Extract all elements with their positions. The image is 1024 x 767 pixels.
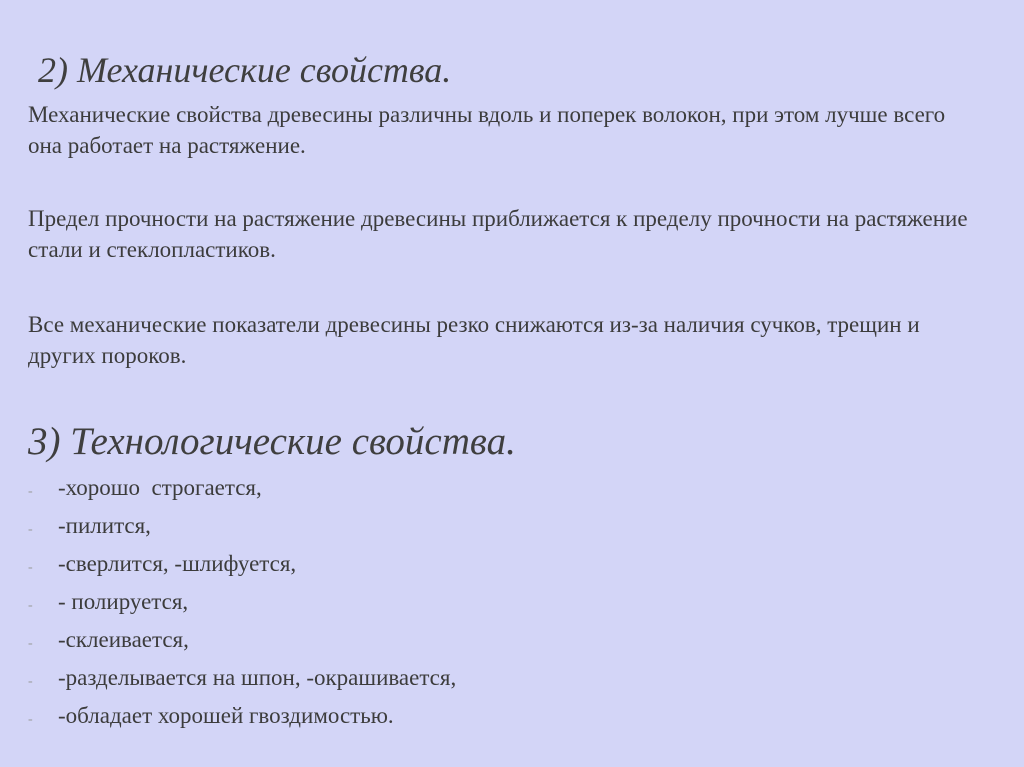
mechanical-paragraph-2: Предел прочности на растяжение древесины приближается к пределу прочности на растяжение стали и стеклопластиков. — [28, 206, 968, 262]
bullet-dash-icon: - — [28, 484, 33, 499]
list-item-text: - полируется, — [58, 589, 189, 614]
bullet-dash-icon: - — [28, 598, 33, 613]
list-item — [28, 700, 456, 738]
list-item — [28, 586, 456, 624]
bullet-dash-icon: - — [28, 712, 33, 727]
list-item — [28, 548, 456, 586]
technological-properties-list — [28, 472, 456, 738]
bullet-dash-icon: - — [28, 560, 33, 575]
mechanical-properties-heading: 2) Механические свойства. — [38, 50, 452, 90]
list-item — [28, 510, 456, 548]
bullet-dash-icon: - — [28, 636, 33, 651]
list-item-text: -хорошо строгается, — [58, 475, 262, 500]
list-item-text: -разделывается на шпон, -окрашивается, — [58, 665, 457, 690]
list-item — [28, 662, 456, 700]
list-item-text: -сверлится, -шлифуется, — [58, 551, 297, 576]
list-item — [28, 624, 456, 662]
mechanical-paragraph-1: Механические свойства древесины различны вдоль и поперек волокон, при этом лучше всего она работает на растяжение. — [28, 102, 946, 158]
list-item-text: -обладает хорошей гвоздимостью. — [58, 703, 394, 728]
list-item — [28, 472, 456, 510]
list-item-text: -пилится, — [58, 513, 151, 538]
technological-properties-heading: 3) Технологические свойства. — [28, 420, 516, 463]
list-item-text: -склеивается, — [58, 627, 189, 652]
bullet-dash-icon: - — [28, 522, 33, 537]
mechanical-paragraph-3: Все механические показатели древесины резко снижаются из-за наличия сучков, трещин и других пороков. — [28, 312, 920, 368]
bullet-dash-icon: - — [28, 674, 33, 689]
